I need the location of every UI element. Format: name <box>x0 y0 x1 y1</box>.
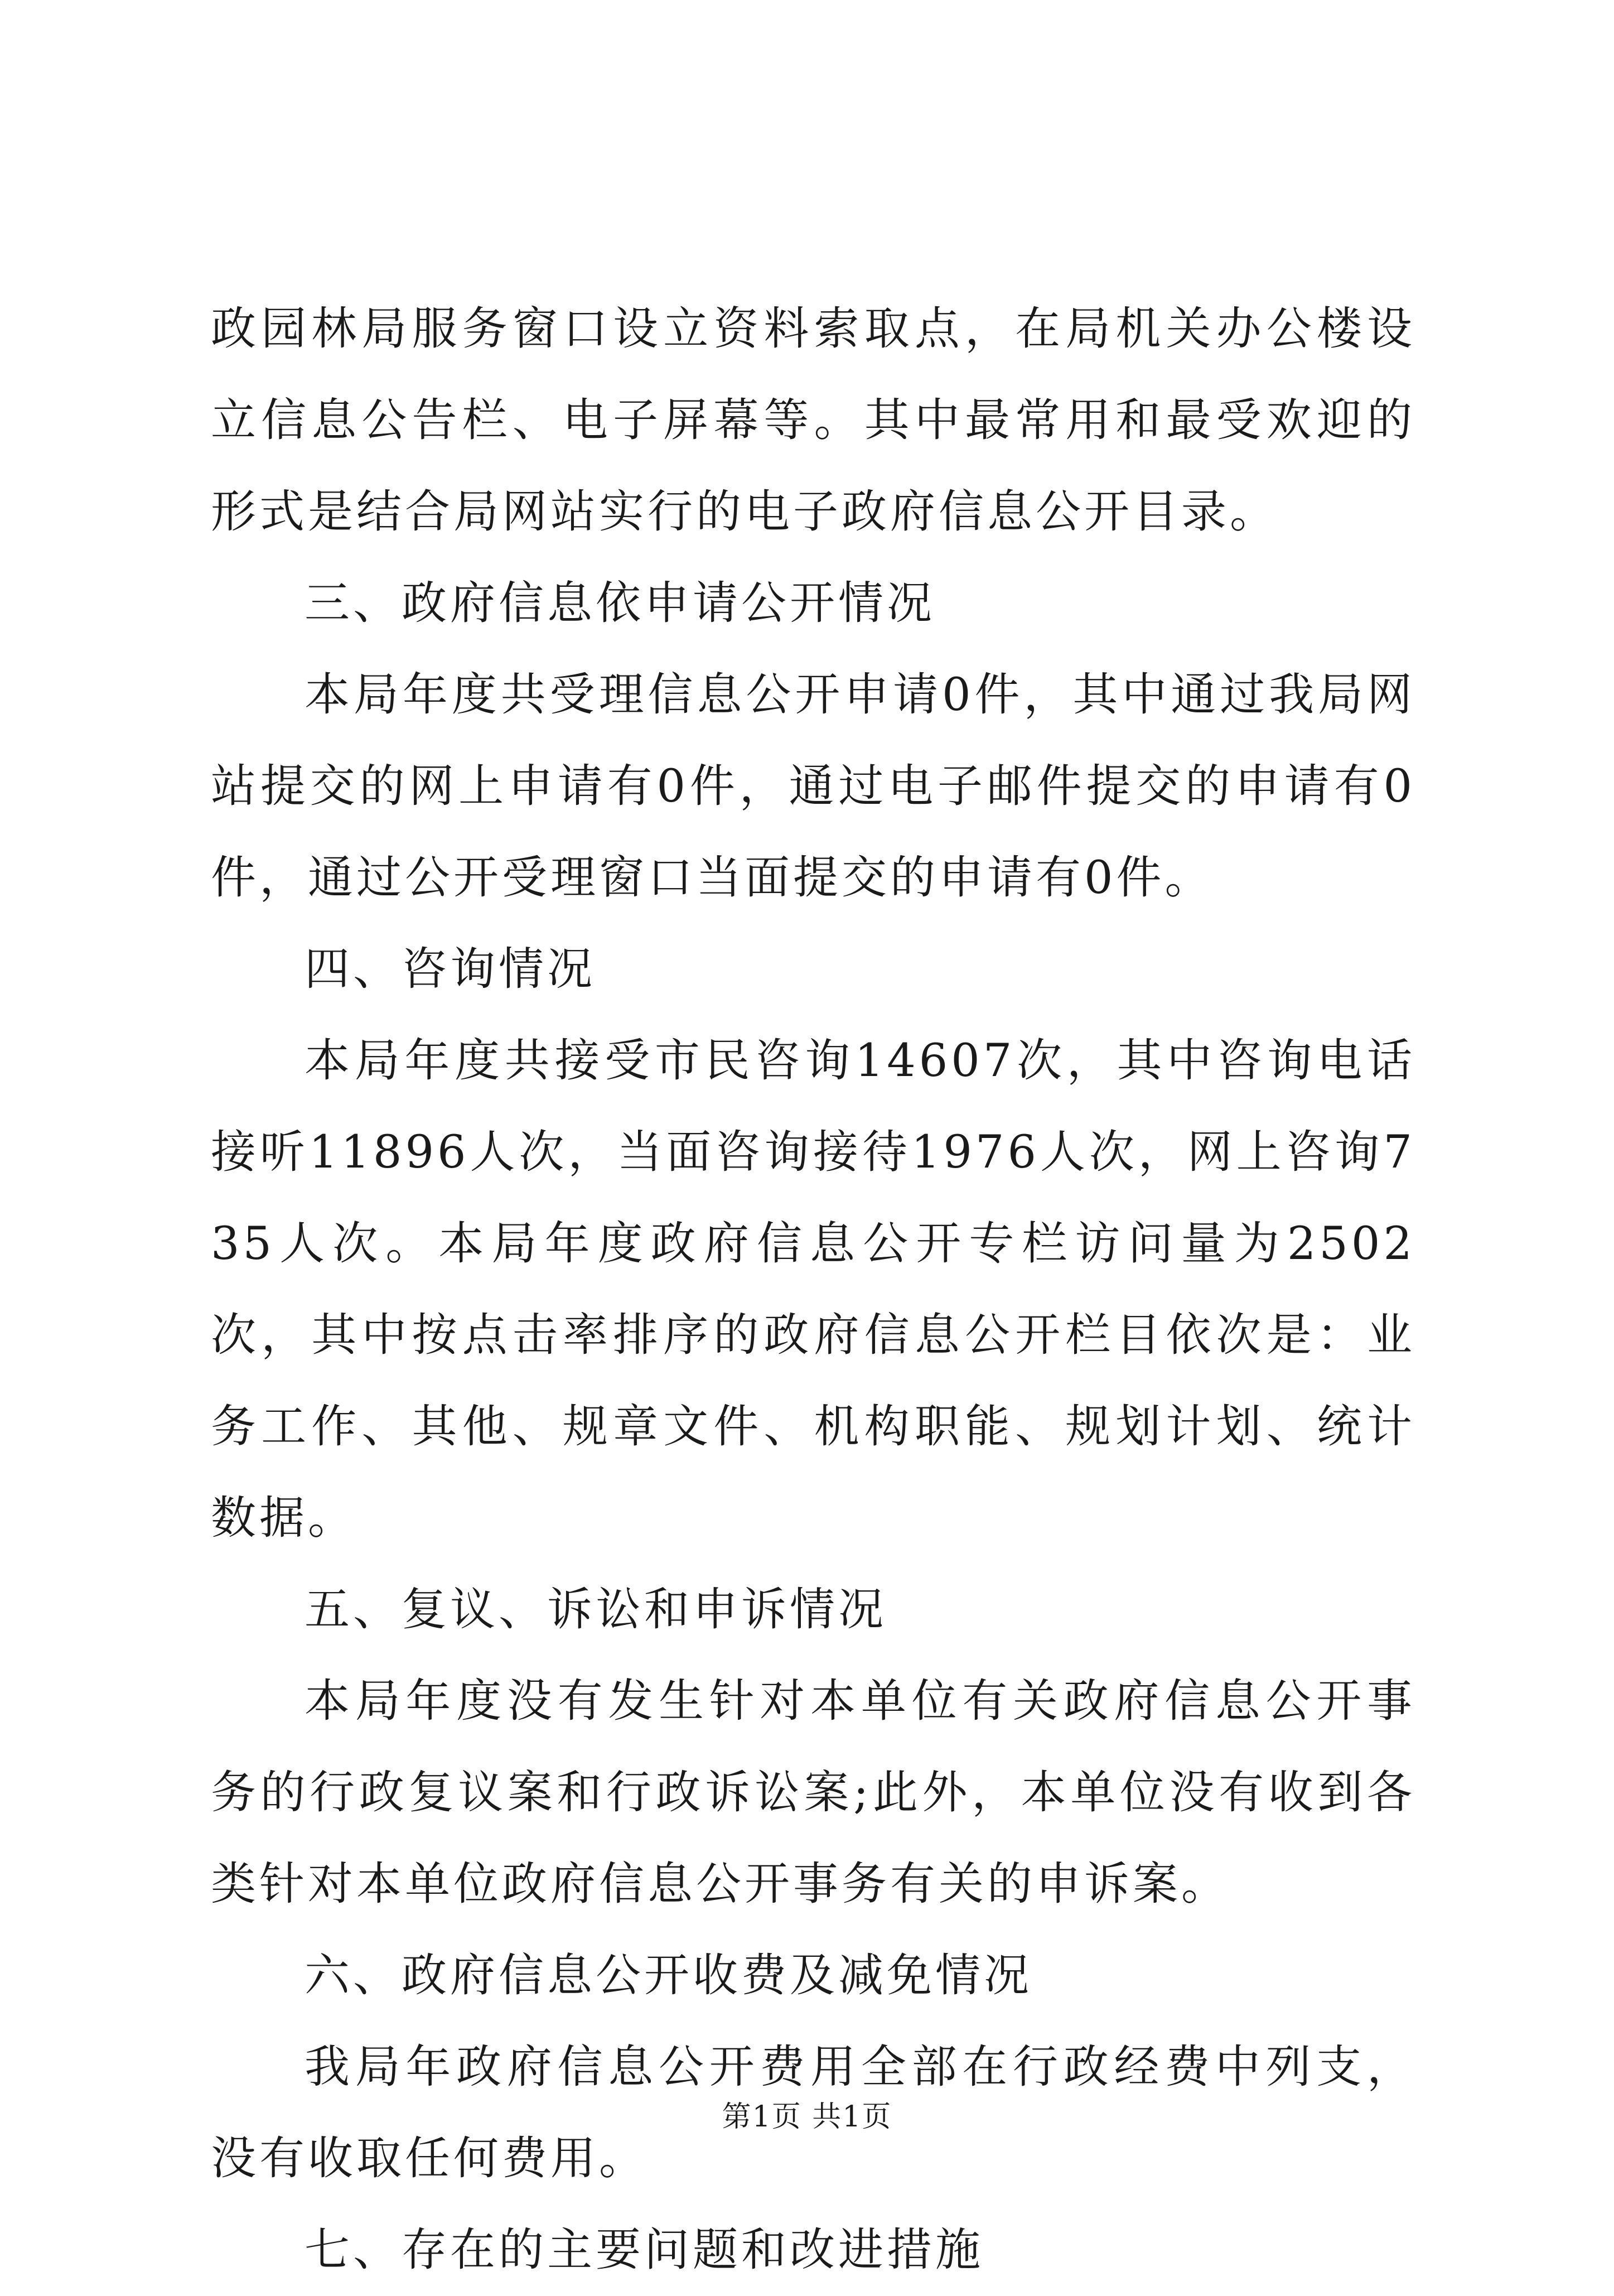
section-heading-4: 四、咨询情况 <box>305 943 596 996</box>
section-heading-5: 五、复议、诉讼和申诉情况 <box>305 1584 887 1636</box>
section-heading-6: 六、政府信息公开收费及减免情况 <box>305 1950 1033 2002</box>
section-heading-3: 三、政府信息依申请公开情况 <box>305 577 936 630</box>
page-footer <box>0 2097 1614 2136</box>
paragraph-fees: 我局年政府信息公开费用全部在行政经费中列支，没有收取任何费用。 <box>211 2041 1415 2185</box>
document-body <box>211 283 1415 2296</box>
paragraph-consultations: 本局年度共接受市民咨询14607次，其中咨询电话接听11896人次，当面咨询接待1976人次，网上咨询735人次。本局年度政府信息公开专栏访问量为2502次，其中按点击率排序的政府信息公开栏目依次是：业务工作、其他、规章文件、机构职能、规划计划、统计数据。 <box>211 1035 1415 1545</box>
page-number-label: 第1页 共1页 <box>722 2100 892 2134</box>
section-heading-7: 七、存在的主要问题和改进措施 <box>305 2224 984 2276</box>
paragraph-continuation: 政园林局服务窗口设立资料索取点，在局机关办公楼设立信息公告栏、电子屏幕等。其中最常用和最受欢迎的形式是结合局网站实行的电子政府信息公开目录。 <box>211 303 1415 538</box>
paragraph-applications: 本局年度共受理信息公开申请0件，其中通过我局网站提交的网上申请有0件，通过电子邮件提交的申请有0件，通过公开受理窗口当面提交的申请有0件。 <box>211 669 1415 904</box>
paragraph-appeals: 本局年度没有发生针对本单位有关政府信息公开事务的行政复议案和行政诉讼案;此外，本单位没有收到各类针对本单位政府信息公开事务有关的申诉案。 <box>211 1675 1415 1911</box>
